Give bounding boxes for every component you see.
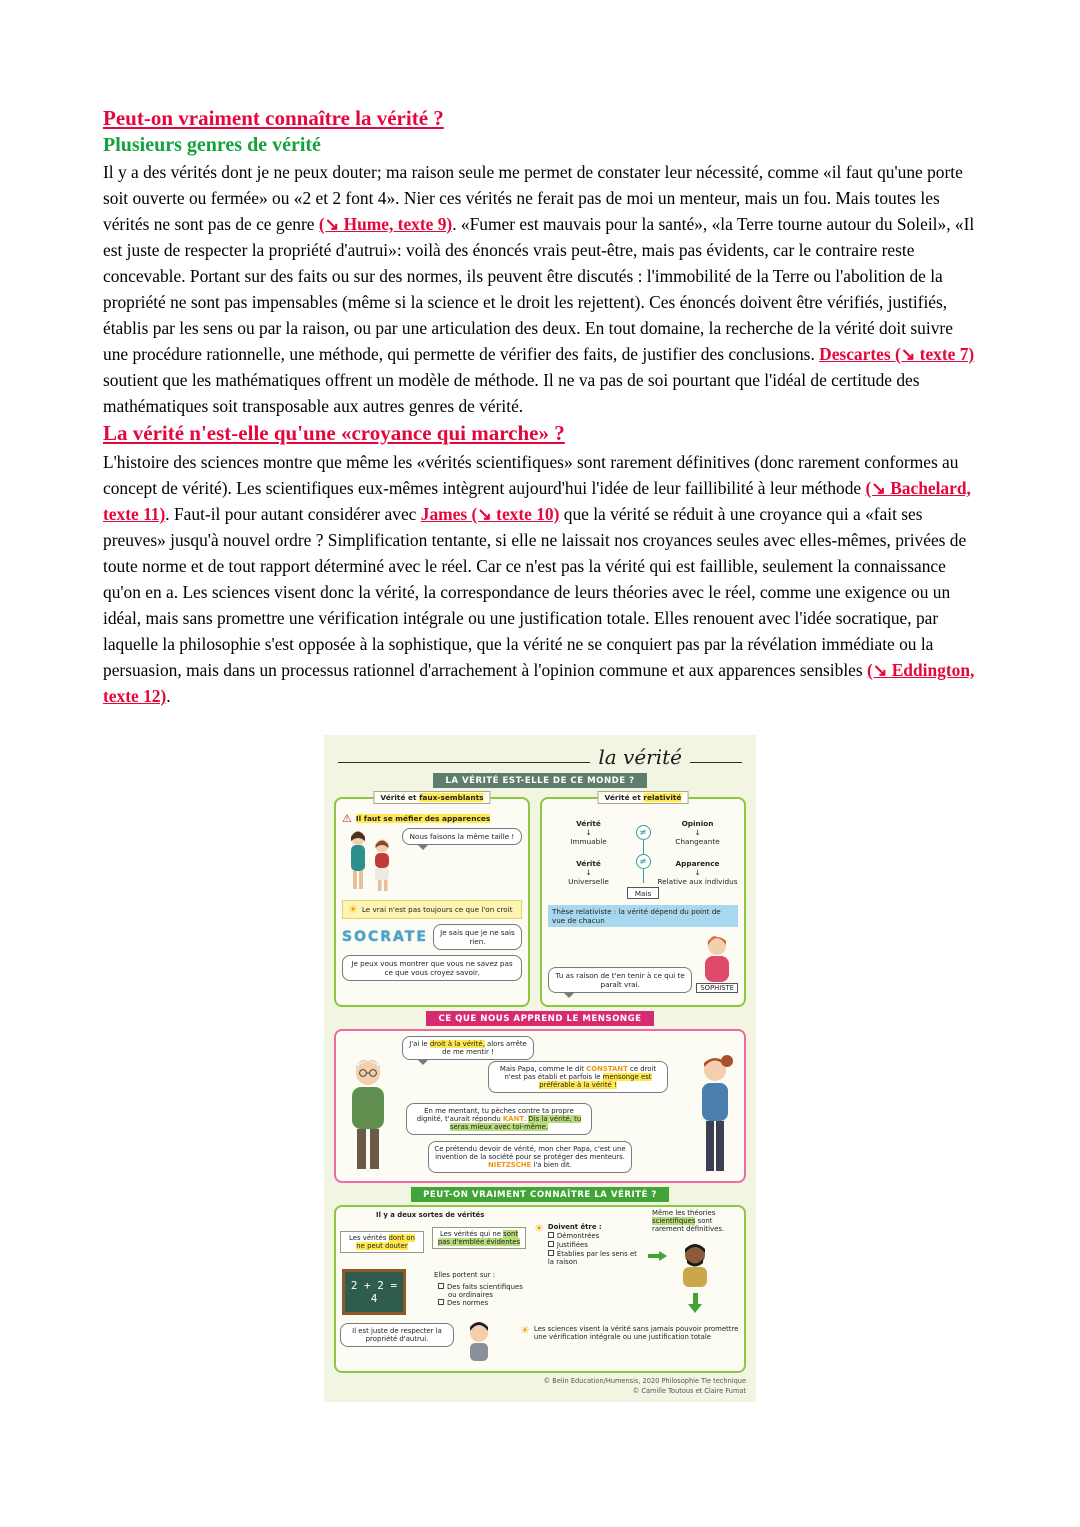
- down-arrow-icon: ↓: [694, 828, 701, 837]
- warning-row: [342, 813, 522, 824]
- elles-portent-sur: Elles portent sur :: [434, 1271, 496, 1279]
- note-le-vrai: [342, 900, 522, 919]
- band-mensonge: CE QUE NOUS APPREND LE MENSONGE: [426, 1011, 653, 1026]
- infographic-title-row: [338, 745, 742, 769]
- text-run: droit à la vérité,: [429, 1040, 485, 1048]
- top-panels: [334, 793, 746, 1007]
- panel-tab-relativite: [598, 791, 689, 804]
- conclusion-text: Les sciences visent la vérité sans jamais pouvoir promettre une vérification intégrale ou une justification totale: [533, 1325, 739, 1341]
- sophiste-row: [548, 933, 738, 993]
- checkbox-icon: [548, 1250, 554, 1256]
- two-women-illustration: [342, 828, 398, 894]
- cell-apparence-relative: [657, 859, 738, 886]
- text-run: Vérité et: [604, 793, 644, 802]
- paragraph-genres-de-verite: [103, 159, 977, 419]
- text-run: . Faut-il pour autant considérer avec: [165, 504, 421, 524]
- cell-top: Opinion: [681, 819, 714, 828]
- note-theories-scientifiques: [652, 1209, 746, 1233]
- panel-tab-faux-semblants: [373, 791, 490, 804]
- mais-connector: [548, 887, 738, 899]
- must-item-label: Justifiées: [556, 1241, 588, 1249]
- green-right-arrow: [648, 1251, 667, 1261]
- text-run: sont rarement définitives.: [652, 1217, 725, 1233]
- checklist: [438, 1283, 548, 1307]
- down-arrow-icon: ↓: [585, 828, 592, 837]
- relativity-grid: [548, 819, 738, 886]
- cell-top: Vérité: [576, 859, 601, 868]
- text-run: .: [524, 1115, 529, 1123]
- text-reference-link[interactable]: (↘ Hume, texte 9): [318, 214, 453, 234]
- panel-faux-semblants: [334, 793, 530, 1007]
- characters-row: [342, 828, 522, 894]
- text-run: relativité: [643, 793, 682, 802]
- text-run: Dis la vérité, tu seras mieux avec toi-même.: [449, 1115, 582, 1131]
- text-run: ce droit n'est pas établi et parfois le: [504, 1065, 657, 1081]
- boy-illustration: [462, 1319, 496, 1363]
- text-reference-link[interactable]: Descartes (↘ texte 7): [819, 344, 975, 364]
- infographic-la-verite: [324, 735, 756, 1402]
- text-run: . «Fumer est mauvais pour la santé», «la Terre tourne autour du Soleil», «Il est juste de respecter la propriété d'autrui»: voilà des énoncés vrais peut-être, mais pas évidents, car le contraire reste concevable. Portant sur des faits ou sur des normes, ils peuvent être discutés : l'immobilité de la Terre ou l'abolition de la propriété ne sont pas impensables (même si la science et le droit les rejettent). Ces énoncés doivent être vérifiés, justifiés, établis par les sens ou par la raison, ou par une articulation des deux. En tout domaine, la recherche de la vérité doit suivre une procédure rationnelle, une méthode, qui permette de vérifier des faits, de justifier des conclusions.: [103, 214, 975, 364]
- speech-bubble-meme-taille: Nous faisons la même taille !: [402, 828, 522, 845]
- text-run: Les vérités: [349, 1234, 389, 1242]
- cell-bottom: Universelle: [568, 877, 609, 886]
- checkbox-icon: [438, 1283, 444, 1289]
- checkbox-icon: [548, 1241, 554, 1247]
- doivent-etre-note: [534, 1223, 644, 1267]
- text-run: Mais Papa, comme le dit: [499, 1065, 587, 1073]
- text-reference-link[interactable]: (↘ Bachelard, texte 11): [103, 478, 971, 524]
- mais-label: Mais: [627, 887, 660, 899]
- text-run: mensonge est préférable à la vérité !: [539, 1073, 652, 1089]
- text-run: alors arrête de me mentir !: [442, 1040, 527, 1056]
- box-verites-indubitables: [340, 1231, 424, 1253]
- connector-line: [643, 840, 644, 854]
- credits: [334, 1377, 746, 1397]
- credit-line-authors: © Camille Toutous et Claire Fumat: [632, 1386, 746, 1395]
- divider-line: [690, 762, 742, 763]
- text-run: soutient que les mathématiques offrent un modèle de méthode. Il ne va pas de soi pourtant que l'idéal de certitude des mathématiques soit transposable aux autres genres de vérité.: [103, 370, 920, 416]
- speech-bubble-nietzsche: [428, 1141, 632, 1173]
- sun-icon: ☀: [520, 1324, 530, 1337]
- cell-bottom: Immuable: [570, 837, 607, 846]
- divider-line: [338, 762, 590, 763]
- text-run: Vérité et: [380, 793, 420, 802]
- text-run: que la vérité se réduit à une croyance qui a «fait ses preuves» jusqu'à nouvel ordre ? Simplification tentante, si elle ne laissait nos croyances seules avec elles-mêmes, privées de toute norme et de tout rapport déterminé avec le réel. Car ce n'est pas la vérité qui est faillible, seulement la connaissance qu'on en a. Les sciences visent donc la vérité, la correspondance de leurs théories avec le réel, comme une exigence ou un idéal, mais sans promettre une vérification intégrale ou une justification totale. Elles renouent avec l'idée socratique, par laquelle la philosophie s'est opposée à la sophistique, que la vérité ne se conquiert pas par la révélation immédiate ou la persuasion, mais dans un processus rationnel d'arrachement à l'opinion commune et aux apparences sensibles: [103, 504, 967, 680]
- box-verites-non-evidentes: [432, 1227, 526, 1249]
- check-item: [438, 1299, 548, 1307]
- down-arrow-icon: ↓: [694, 868, 701, 877]
- speech-bubble-droit-verite: [402, 1036, 534, 1060]
- cell-verite-universelle: [548, 859, 629, 886]
- speech-bubble-montrer: Je peux vous montrer que vous ne savez pas ce que vous croyez savoir.: [342, 955, 522, 981]
- check-item: [438, 1283, 548, 1291]
- panel-relativite: [540, 793, 746, 1007]
- intro-deux-sortes: Il y a deux sortes de vérités: [376, 1211, 485, 1219]
- text-run: Thèse relativiste : la vérité dépend du point de vue de chacun: [552, 907, 721, 925]
- text-run: J'ai le: [409, 1040, 430, 1048]
- must-item: [548, 1241, 644, 1249]
- speech-bubble-constant: [488, 1061, 668, 1093]
- sun-icon: ☀: [534, 1222, 544, 1235]
- cell-opinion-changeante: [657, 819, 738, 846]
- chalkboard: 2 + 2 = 4: [342, 1269, 406, 1315]
- warning-text: Il faut se méfier des apparences: [355, 814, 491, 823]
- text-run: scientifiques: [652, 1217, 696, 1225]
- text-reference-link[interactable]: James (↘ texte 10): [420, 504, 560, 524]
- text-reference-link[interactable]: (↘ Eddington, texte 12): [103, 660, 975, 706]
- text-run: .: [166, 686, 171, 706]
- cell-top: Vérité: [576, 819, 601, 828]
- doivent-etre-title: Doivent être :: [547, 1223, 602, 1231]
- panel-mensonge: [334, 1029, 746, 1183]
- text-run: CONSTANT: [586, 1065, 628, 1073]
- warning-icon: ⚠: [342, 812, 352, 825]
- text-run: KANT: [502, 1115, 525, 1123]
- sun-icon: ☀: [348, 903, 358, 916]
- text-run: Il y a des vérités dont je ne peux douter; ma raison seule me permet de constater leur nécessité, comme «il faut qu'une porte soit ouverte ou fermée» ou «2 et 2 font 4». Nier ces vérités ne ferait pas de moi un menteur, mais un fou. Mais toutes les vérités ne sont pas de ce genre: [103, 162, 963, 234]
- text-run: Les vérités qui ne: [439, 1230, 504, 1238]
- connector-line: [643, 869, 644, 883]
- note-text: Le vrai n'est pas toujours ce que l'on croit: [361, 905, 513, 914]
- down-arrow-icon: ↓: [585, 868, 592, 877]
- credit-line-publisher: © Belin Education/Humensis, 2020 Philosophie Tle technique: [543, 1377, 746, 1385]
- text-run: dont on ne peut douter: [356, 1234, 415, 1250]
- text-run: L'histoire des sciences montre que même les «vérités scientifiques» sont rarement définitives (donc rarement conformes au concept de vérité). Les scientifiques eux-mêmes intègrent aujourd'hui l'idée de leur faillibilité à leur méthode: [103, 452, 959, 498]
- text-run: sont pas d'emblée évidentes: [437, 1230, 521, 1246]
- cell-bottom: Changeante: [675, 837, 720, 846]
- speech-bubble-propriete: Il est juste de respecter la propriété d'autrui.: [340, 1323, 454, 1347]
- not-equal-icon: ≠: [636, 854, 651, 869]
- must-item: [548, 1232, 644, 1240]
- check-item-sub: ou ordinaires: [448, 1291, 494, 1299]
- socrate-row: [342, 924, 522, 950]
- text-run: faux-semblants: [419, 793, 484, 802]
- band-peut-on-connaitre: PEUT-ON VRAIMENT CONNAÎTRE LA VÉRITÉ ?: [411, 1187, 669, 1202]
- text-run: Ce prétendu devoir de vérité, mon cher Papa, c'est une invention de la société pour se protéger des menteurs.: [434, 1145, 626, 1161]
- green-down-arrow: [688, 1293, 702, 1313]
- must-item-label: Établies par les sens et la raison: [547, 1250, 637, 1266]
- sophiste-label: SOPHISTE: [696, 983, 738, 993]
- section-heading-croyance: La vérité n'est-elle qu'une «croyance qui marche» ?: [103, 421, 565, 445]
- not-equal-icon: ≠: [636, 825, 651, 840]
- check-item-label: Des normes: [447, 1299, 489, 1307]
- text-run: En me mentant, tu pèches contre ta propre dignité, t'aurait répondu: [416, 1107, 574, 1123]
- speech-bubble-sophiste: Tu as raison de t'en tenir à ce qui te paraît vrai.: [548, 967, 692, 993]
- sophiste-figure: [696, 933, 738, 993]
- cell-top: Apparence: [675, 859, 720, 868]
- paragraph-croyance-qui-marche: [103, 449, 977, 709]
- father-illustration: [340, 1057, 396, 1175]
- relativity-col-right: [657, 819, 738, 886]
- text-run: l'a bien dit.: [531, 1161, 572, 1169]
- section-subtitle: Plusieurs genres de vérité: [103, 134, 321, 156]
- infographic-title: la vérité: [598, 745, 682, 769]
- checkbox-icon: [548, 1232, 554, 1238]
- these-relativiste: [548, 905, 738, 927]
- panel-connaitre-verite: [334, 1205, 746, 1373]
- check-item-label: Des faits scientifiques: [447, 1283, 523, 1291]
- text-run: Même les théories: [652, 1209, 716, 1217]
- band-la-verite-est-elle-de-ce-monde: LA VÉRITÉ EST-ELLE DE CE MONDE ?: [433, 773, 646, 788]
- conclusion-note: [520, 1325, 746, 1341]
- page-title: Peut-on vraiment connaître la vérité ?: [103, 106, 444, 130]
- daughter-illustration: [690, 1055, 740, 1177]
- must-item: [548, 1250, 644, 1266]
- socrate-name: SOCRATE: [342, 929, 428, 945]
- cell-bottom: Relative aux individus: [657, 877, 738, 886]
- relativity-col-left: [548, 819, 629, 886]
- relativity-center-column: [629, 819, 657, 886]
- man-illustration: [676, 1241, 714, 1287]
- cell-verite-immuable: [548, 819, 629, 846]
- text-run: NIETZSCHE: [488, 1161, 532, 1169]
- speech-bubble-je-sais: Je sais que je ne sais rien.: [433, 924, 522, 950]
- checkbox-icon: [438, 1299, 444, 1305]
- speech-bubble-kant: [406, 1103, 592, 1135]
- must-item-label: Démontrées: [556, 1232, 600, 1240]
- sophiste-illustration: [698, 933, 736, 983]
